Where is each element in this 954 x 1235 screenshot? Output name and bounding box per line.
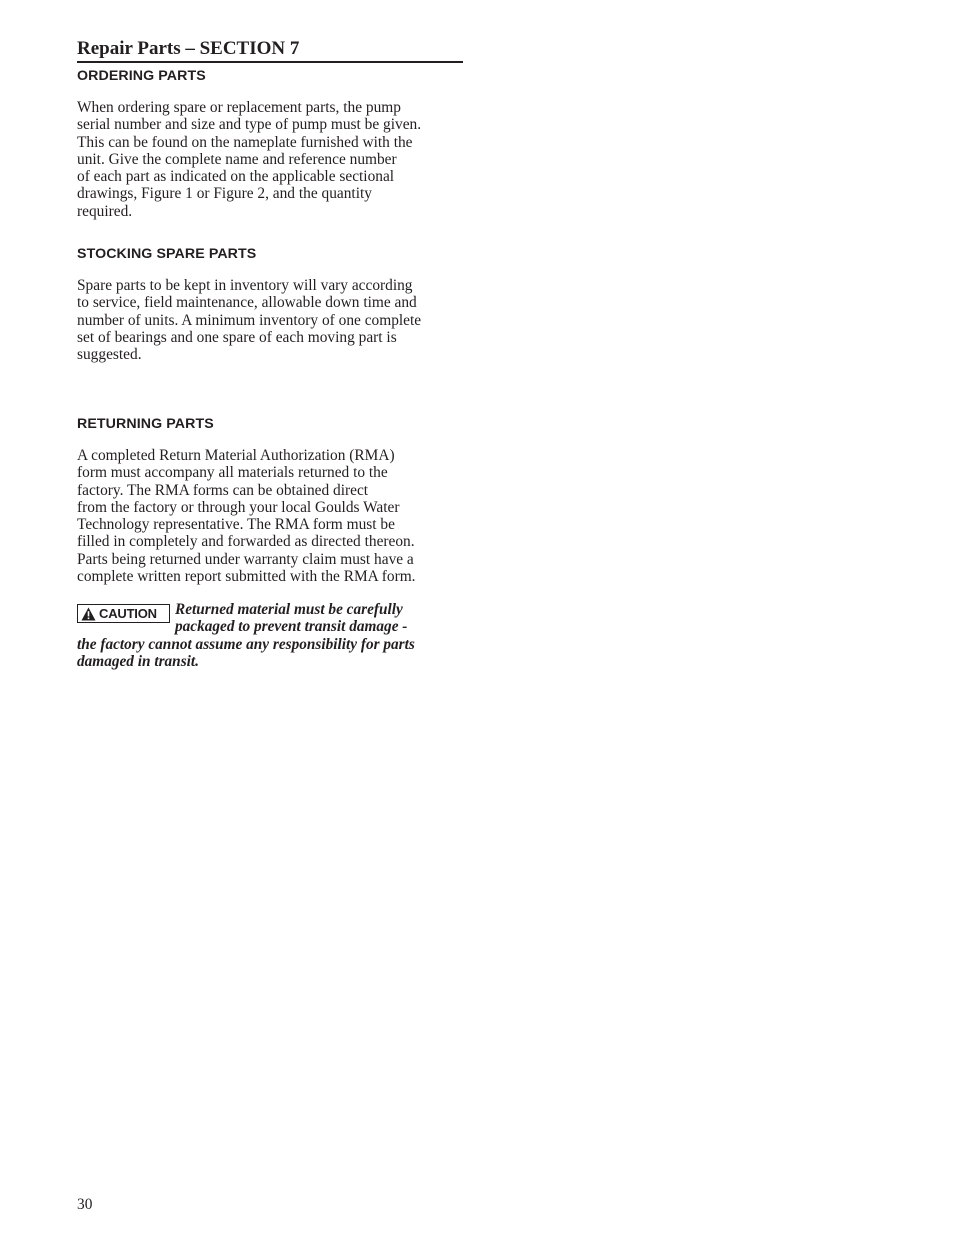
stocking-spare-parts-section xyxy=(77,245,463,363)
section-title: Repair Parts – SECTION 7 xyxy=(77,38,300,59)
returning-parts-heading: RETURNING PARTS xyxy=(77,416,214,432)
stocking-spare-parts-heading: STOCKING SPARE PARTS xyxy=(77,246,257,262)
ordering-parts-section xyxy=(77,67,463,220)
stocking-spare-parts-body: Spare parts to be kept in inventory will vary according to service, field maintenance, allowable down time and number of units. A minimum inventory of one complete set of bearings and one spare of each moving part is suggested. xyxy=(77,277,422,364)
returning-parts-section xyxy=(77,415,463,585)
caution-notice xyxy=(77,601,463,670)
ordering-parts-body: When ordering spare or replacement parts, the pump serial number and size and type of pump must be given. This can be found on the nameplate furnished with the unit. Give the complete name and reference number of each part as indicated on the applicable sectional drawings, Figure 1 or Figure 2, and the quantity required. xyxy=(77,99,422,220)
caution-label: CAUTION xyxy=(99,606,157,621)
returning-parts-body: A completed Return Material Authorization (RMA) form must accompany all materials returned to the factory. The RMA forms can be obtained direct from the factory or through your local Goulds Water Technology representative. The RMA form must be filled in completely and forwarded as directed thereon. Parts being returned under warranty claim must have a complete written report submitted with the RMA form. xyxy=(77,447,416,586)
warning-triangle-icon xyxy=(81,607,96,621)
caution-badge xyxy=(77,604,170,623)
page-number: 30 xyxy=(77,1196,93,1213)
section-header xyxy=(77,38,463,63)
caution-text: Returned material must be carefully packaged to prevent transit damage - the factory cannot assume any responsibility for parts damaged in transit. xyxy=(77,601,415,670)
ordering-parts-heading: ORDERING PARTS xyxy=(77,68,206,84)
